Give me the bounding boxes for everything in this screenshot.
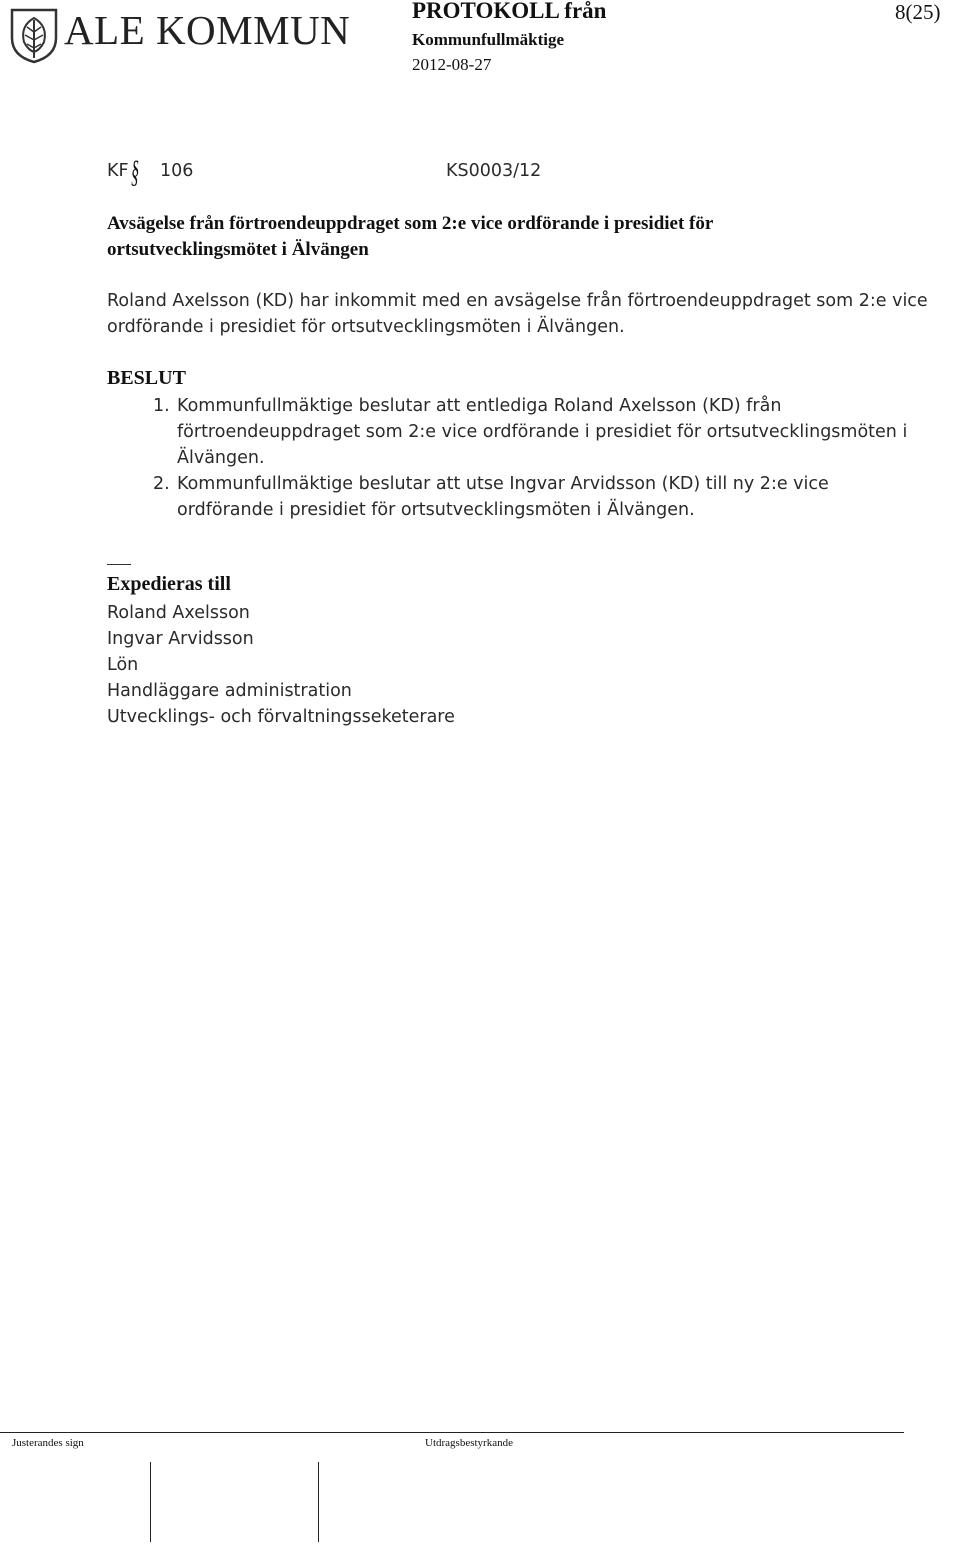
meeting-date: 2012-08-27 [412, 55, 492, 74]
justerandes-sign-label: Justerandes sign [12, 1437, 84, 1449]
page-number: 8(25) [895, 0, 941, 24]
utdragsbestyrkande-label: Utdragsbestyrkande [425, 1437, 513, 1449]
council-name: Kommunfullmäktige [412, 30, 565, 49]
recipient-item: Ingvar Arvidsson [107, 629, 254, 649]
decision-line: Kommunfullmäktige beslutar att utse Ingvar Arvidsson (KD) till ny 2:e vice [177, 474, 829, 494]
expedieras-heading: Expedieras till [107, 573, 231, 595]
beslut-heading: BESLUT [107, 367, 186, 389]
decision-number: 2. [153, 474, 170, 494]
recipient-item: Roland Axelsson [107, 603, 250, 623]
decision-line: Älvängen. [177, 448, 265, 468]
decision-line: ordförande i presidiet för ortsutvecklingsmöten i Älvängen. [177, 500, 695, 520]
signature-box-divider [150, 1462, 151, 1542]
case-heading: Avsägelse från förtroendeuppdraget som 2:e vice ordförande i presidiet för ortsutvecklingsmötet i Älvängen [107, 213, 713, 260]
protocol-title: PROTOKOLL från [412, 0, 607, 23]
kf-number: 106 [160, 161, 194, 181]
paragraph-sign-text: § [131, 153, 139, 189]
ks-number: KS0003/12 [446, 161, 542, 181]
signature-box-divider [318, 1462, 319, 1542]
recipient-item: Handläggare administration [107, 681, 352, 701]
paragraph-sign [131, 153, 139, 189]
decision-number: 1. [153, 396, 170, 416]
footer-divider [0, 1432, 904, 1433]
intro-line: Roland Axelsson (KD) har inkommit med en avsägelse från förtroendeuppdraget som 2:e vice [107, 291, 928, 311]
recipient-item: Utvecklings- och förvaltningsseketerare [107, 707, 455, 727]
kf-label: KF [107, 161, 129, 181]
intro-line: ordförande i presidiet för ortsutvecklingsmöten i Älvängen. [107, 317, 625, 337]
coat-of-arms-icon [10, 8, 58, 64]
recipient-item: Lön [107, 655, 139, 675]
decision-line: förtroendeuppdraget som 2:e vice ordförande i presidiet för ortsutvecklingsmöten i [177, 422, 908, 442]
divider-dash [107, 564, 131, 565]
decision-line: Kommunfullmäktige beslutar att entlediga Roland Axelsson (KD) från [177, 396, 782, 416]
logo-wordmark: ALE KOMMUN [64, 7, 351, 53]
